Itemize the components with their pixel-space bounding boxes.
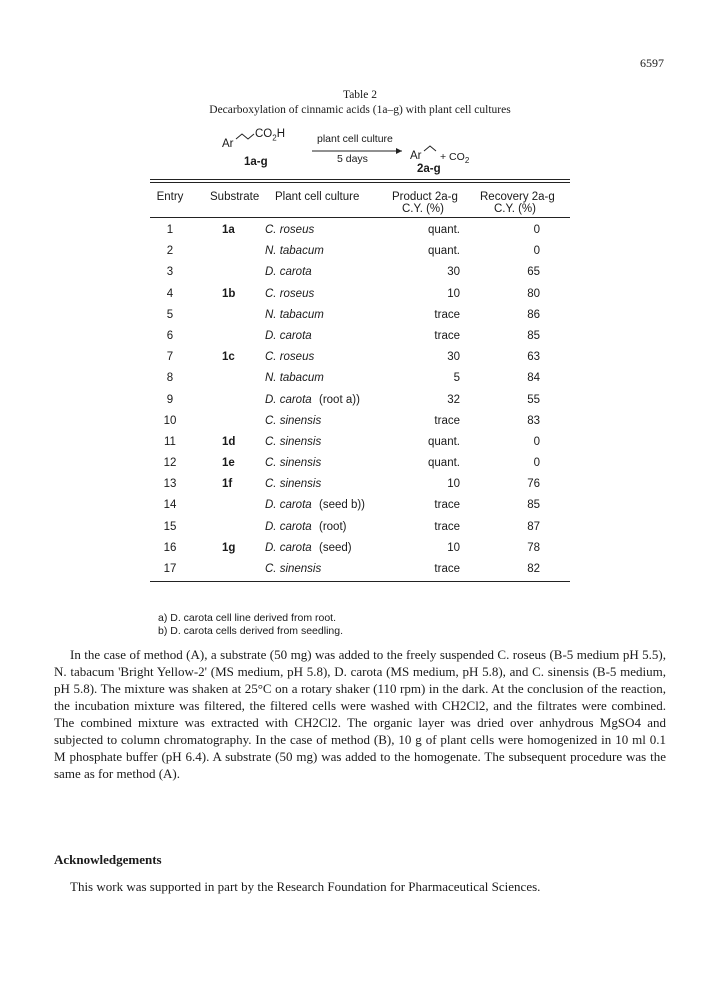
product-cell: quant.	[428, 435, 460, 448]
product-label: 2a-g	[417, 163, 441, 175]
product-cell: 30	[447, 266, 460, 279]
product-ar: Ar	[410, 150, 422, 162]
table-row	[150, 412, 570, 433]
product-cell: 5	[453, 372, 460, 385]
recovery-cell: 0	[533, 224, 540, 236]
culture-cell: D. carota	[265, 499, 312, 512]
condition-bottom: 5 days	[337, 153, 368, 165]
table-row	[150, 369, 570, 390]
substrate-cell: 1b	[222, 287, 236, 300]
footnote-a: a) D. carota cell line derived from root.	[158, 612, 336, 624]
table-row	[150, 221, 570, 242]
table-row	[150, 327, 570, 348]
product-cell: trace	[434, 563, 460, 575]
culture-cell: D. carota	[265, 520, 312, 533]
recovery-cell: 83	[527, 414, 540, 427]
header-product-cy: C.Y. (%)	[402, 203, 444, 215]
product-cell: quant.	[428, 245, 460, 258]
recovery-cell: 85	[527, 499, 540, 512]
condition-top: plant cell culture	[317, 133, 393, 145]
reactant-ar: Ar	[222, 138, 234, 150]
culture-cell: N. tabacum	[265, 245, 324, 258]
recovery-cell: 85	[527, 329, 540, 342]
product-cell: quant.	[428, 457, 460, 470]
recovery-cell: 80	[527, 287, 540, 300]
header-substrate: Substrate	[210, 191, 260, 203]
table-title: Table 2	[342, 89, 377, 101]
product-cell: quant.	[428, 224, 460, 236]
recovery-cell: 63	[527, 351, 540, 364]
recovery-cell: 76	[527, 478, 540, 491]
table-row	[150, 454, 570, 475]
product-cell: 30	[447, 351, 460, 364]
recovery-cell: 0	[533, 245, 540, 258]
recovery-cell: 82	[527, 563, 540, 575]
product-cell: trace	[434, 308, 460, 321]
product-cell: 10	[447, 478, 460, 491]
culture-note: (root a))	[319, 393, 360, 406]
culture-cell: C. sinensis	[265, 563, 322, 575]
header-culture: Plant cell culture	[275, 191, 360, 203]
table-row	[150, 391, 570, 412]
substrate-cell: 1e	[222, 457, 235, 470]
entry-cell: 10	[163, 414, 177, 427]
recovery-cell: 87	[527, 520, 540, 533]
header-entry: Entry	[156, 191, 184, 203]
product-cell: 10	[447, 541, 460, 554]
table-row	[150, 496, 570, 517]
entry-cell: 12	[163, 457, 177, 470]
table-row	[150, 518, 570, 539]
entry-cell: 7	[166, 351, 174, 364]
table-footnotes	[158, 612, 343, 638]
entry-cell: 16	[163, 541, 177, 554]
entry-cell: 8	[166, 372, 174, 385]
reactant-group: $CO_2H$	[255, 128, 286, 143]
entry-cell: 17	[163, 563, 177, 575]
data-table	[150, 179, 570, 582]
culture-cell: N. tabacum	[265, 308, 324, 321]
product-cell: trace	[434, 414, 460, 427]
acknowledgements-heading: Acknowledgements	[54, 852, 162, 867]
entry-cell: 13	[163, 478, 177, 491]
culture-cell: C. roseus	[265, 224, 315, 236]
recovery-cell: 55	[527, 393, 540, 406]
byproduct: + $CO_2$	[440, 151, 470, 166]
entry-cell: 14	[163, 499, 177, 512]
product-cell: trace	[434, 499, 460, 512]
header-product: Product 2a-g	[392, 191, 458, 203]
culture-cell: D. carota	[265, 266, 312, 279]
entry-cell: 1	[166, 224, 174, 236]
recovery-cell: 78	[527, 541, 540, 554]
entry-cell: 15	[163, 520, 177, 533]
substrate-cell: 1g	[222, 541, 236, 554]
substrate-cell: 1c	[222, 351, 235, 364]
table-body	[150, 218, 570, 581]
reactant-label: 1a-g	[244, 156, 268, 168]
culture-cell: C. sinensis	[265, 457, 322, 470]
culture-cell: C. roseus	[265, 287, 315, 300]
culture-cell: C. sinensis	[265, 414, 322, 427]
recovery-cell: 86	[527, 308, 540, 321]
table-row	[150, 433, 570, 454]
table-bottom-rule	[150, 581, 570, 582]
table-row	[150, 475, 570, 496]
table-row	[150, 306, 570, 327]
entry-cell: 6	[166, 329, 174, 342]
acknowledgements-text: This work was supported in part by the Research Foundation for Pharmaceutical Sciences.	[70, 879, 541, 894]
methods-paragraph: In the case of method (A), a substrate (50 mg) was added to the freely suspended C. roseus (B-5 medium pH 5.5), N. tabacum 'Bright Yellow-2' (MS medium, pH 5.8), D. carota (MS medium, pH 5.8), and C. sinensis (B-5 medium, pH 5.8). The mixture was shaken at 25°C on a rotary shaker (110 rpm) in the dark. At the conclusion of the reaction, the incubation mixture was filtered, the filtered cells were washed with CH2Cl2, and the filtrates were combined. The combined mixture was extracted with CH2Cl2. The organic layer was dried over anhydrous MgSO4 and subjected to column chromatography. In the case of method (B), 10 g of plant cells were homogenized in 10 ml 0.1 M phosphate buffer (pH 6.4). A substrate (50 mg) was added to the homogenate. The subsequent procedure was the same as for method (A).	[54, 647, 666, 781]
table-row	[150, 263, 570, 284]
entry-cell: 11	[164, 435, 176, 448]
table-header	[150, 183, 570, 217]
recovery-cell: 0	[533, 457, 540, 470]
recovery-cell: 0	[533, 435, 540, 448]
reaction-scheme	[222, 124, 522, 176]
recovery-cell: 84	[527, 372, 540, 385]
culture-cell: D. carota	[265, 329, 312, 342]
entry-cell: 3	[166, 266, 174, 279]
culture-note: (seed b))	[319, 499, 366, 512]
table-row	[150, 242, 570, 263]
entry-cell: 4	[166, 287, 174, 300]
substrate-cell: 1a	[222, 224, 235, 236]
culture-cell: N. tabacum	[265, 372, 324, 385]
entry-cell: 2	[166, 245, 174, 258]
culture-cell: D. carota	[265, 393, 312, 406]
entry-cell: 9	[166, 393, 174, 406]
header-recovery-cy: C.Y. (%)	[494, 203, 536, 215]
table-row	[150, 348, 570, 369]
header-recovery: Recovery 2a-g	[480, 191, 555, 203]
culture-cell: C. sinensis	[265, 478, 322, 491]
product-cell: trace	[434, 520, 460, 533]
table-caption: Decarboxylation of cinnamic acids (1a–g) with plant cell cultures	[209, 104, 511, 116]
product-cell: trace	[434, 329, 460, 342]
entry-cell: 5	[166, 308, 174, 321]
product-cell: 32	[447, 393, 460, 406]
culture-note: (seed)	[319, 541, 352, 554]
culture-cell: C. roseus	[265, 351, 315, 364]
page-number: 6597	[640, 56, 664, 70]
substrate-cell: 1d	[222, 435, 236, 448]
product-cell: 10	[447, 287, 460, 300]
table-row	[150, 285, 570, 306]
table-row	[150, 560, 570, 581]
table-row	[150, 539, 570, 560]
recovery-cell: 65	[527, 266, 540, 279]
culture-cell: C. sinensis	[265, 435, 322, 448]
culture-cell: D. carota	[265, 541, 312, 554]
substrate-cell: 1f	[222, 478, 233, 491]
culture-note: (root)	[319, 520, 347, 533]
footnote-b: b) D. carota cells derived from seedling.	[158, 625, 343, 637]
